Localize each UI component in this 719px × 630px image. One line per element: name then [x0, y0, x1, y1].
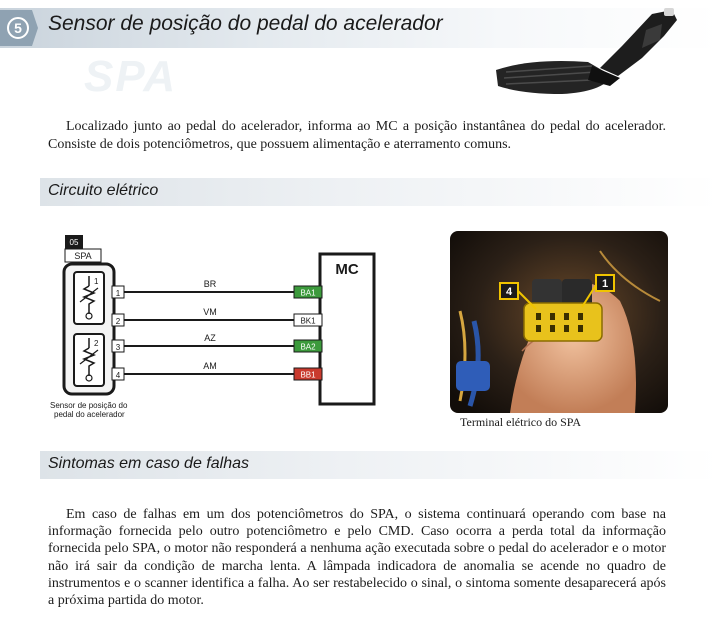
- section-number: 5: [14, 20, 22, 36]
- terminal-label-1: BA1: [300, 288, 316, 298]
- connector-photo: [450, 231, 668, 413]
- wire-color-code-3: AZ: [204, 333, 216, 343]
- page-title: Sensor de posição do pedal do acelerador: [48, 12, 443, 35]
- pin-label-2: 2: [115, 317, 121, 326]
- wires-layer: [112, 279, 322, 380]
- wire-color-code-4: AM: [203, 361, 217, 371]
- potentiometer-2-label: 2: [94, 339, 99, 348]
- photo-label-right: 1: [601, 278, 609, 290]
- circuit-diagram: [40, 230, 390, 430]
- pin-label-1: 1: [115, 289, 121, 298]
- component-number: 05: [69, 238, 79, 247]
- component-caption-line2: pedal do acelerador: [54, 410, 125, 419]
- photo-label-left: 4: [505, 286, 513, 298]
- component-caption-line1: Sensor de posição do: [50, 401, 128, 410]
- terminal-label-2: BK1: [300, 316, 316, 326]
- symptoms-heading: Sintomas em caso de falhas: [48, 455, 249, 472]
- terminal-label-3: BA2: [300, 342, 316, 352]
- wire-color-code-1: BR: [203, 279, 217, 289]
- symptoms-paragraph: Em caso de falhas em um dos potenciômetros do SPA, o sistema continuará operando com base na informação fornecida pelo outro potenciômetro e pelo CMD. Caso ocorra a perda total da informação fornecida pelo SPA, o motor não responderá a nenhuma ação executada sobre o pedal do acelerador e o motor não irá sair da condição de marcha lenta. A lâmpada indicadora de anomalia se acende no quadro de instrumentos e o scanner identifica a falha. Ao ser restabelecido o sinal, o sintoma somente desaparecerá após a próxima partida do motor.: [48, 507, 666, 609]
- wire-color-code-2: VM: [203, 307, 217, 317]
- potentiometer-2-symbol: [74, 334, 104, 386]
- accelerator-pedal-image: [492, 6, 692, 98]
- component-code: SPA: [74, 251, 92, 261]
- pin-label-3: 3: [115, 343, 121, 352]
- pin-label-4: 4: [115, 371, 121, 380]
- section-number-badge: [0, 10, 38, 46]
- intro-paragraph: Localizado junto ao pedal do acelerador, informa ao MC a posição instantânea do pedal do acelerador. Consiste de dois potenciômetros, que possuem alimentação e aterramento comuns.: [48, 119, 666, 152]
- terminal-label-4: BB1: [300, 370, 316, 380]
- circuit-heading: Circuito elétrico: [48, 182, 159, 199]
- watermark-text: SPA: [84, 52, 178, 101]
- potentiometer-1-label: 1: [94, 277, 99, 286]
- module-label: MC: [335, 261, 359, 278]
- photo-caption: Terminal elétrico do SPA: [460, 415, 582, 429]
- potentiometer-1-symbol: [74, 272, 104, 324]
